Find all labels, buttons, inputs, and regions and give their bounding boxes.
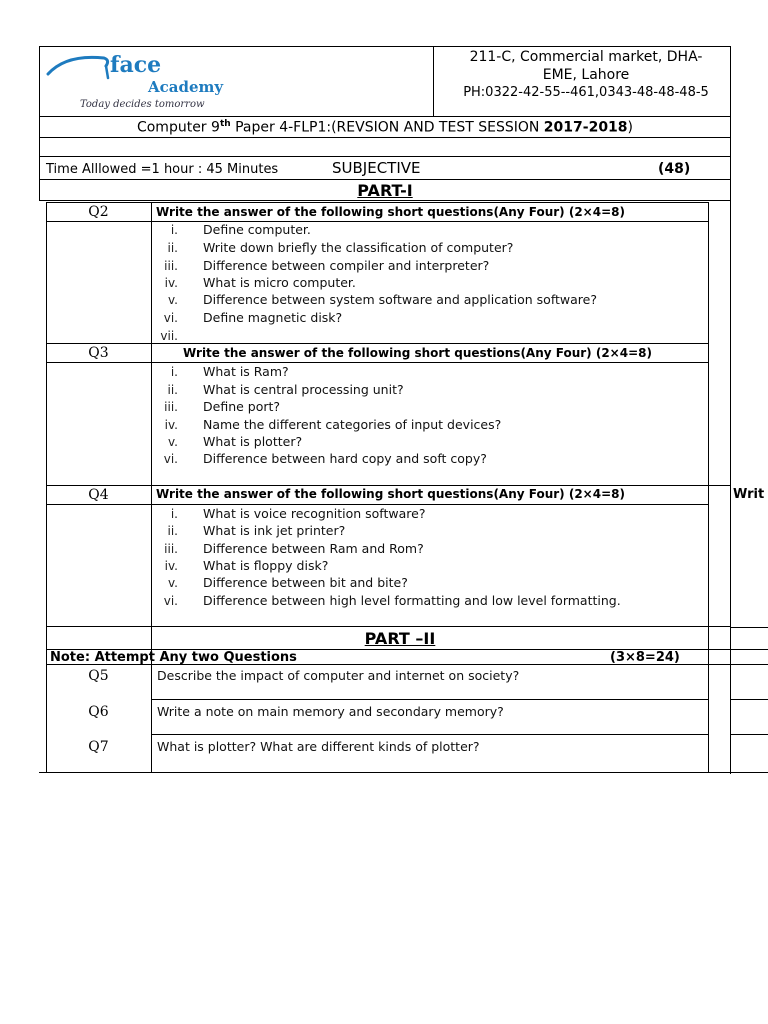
item-text: What is central processing unit?: [203, 382, 404, 397]
item-text: Difference between bit and bite?: [203, 575, 408, 590]
item-text: Difference between Ram and Rom?: [203, 541, 424, 556]
item-text: Name the different categories of input devices?: [203, 417, 502, 432]
item-number: vii.: [160, 329, 178, 343]
item-number: ii.: [167, 383, 178, 397]
item-text: Difference between high level formatting and low level formatting.: [203, 593, 621, 608]
phone-number: PH:0322-42-55--461,0343-48-48-48-5: [463, 85, 709, 100]
question-instruction: Write the answer of the following short questions(Any Four) (2×4=8): [156, 205, 625, 219]
question-instruction: Write the answer of the following short questions(Any Four) (2×4=8): [183, 346, 652, 360]
time-allowed: Time Alllowed =1 hour : 45 Minutes: [46, 162, 279, 177]
item-text: What is floppy disk?: [203, 558, 329, 573]
item-text: Difference between compiler and interpreter?: [203, 258, 490, 273]
title-close: ): [627, 119, 634, 136]
item-text: Write down briefly the classification of computer?: [203, 240, 514, 255]
item-number: v.: [168, 576, 178, 590]
address-line-2: EME, Lahore: [542, 67, 630, 83]
item-text: Difference between hard copy and soft copy?: [203, 451, 487, 466]
item-number: i.: [170, 507, 178, 521]
paper-title: [40, 119, 730, 136]
total-marks: (48): [658, 161, 691, 177]
title-subject: Computer 9: [136, 119, 220, 136]
overflow-text: Writ: [733, 487, 765, 502]
question-label: Q4: [88, 487, 109, 503]
item-text: Difference between system software and application software?: [203, 292, 597, 307]
item-text: What is voice recognition software?: [203, 506, 426, 521]
item-number: i.: [170, 365, 178, 379]
part-2-heading: PART –II: [364, 629, 436, 648]
title-session: Paper 4-FLP1:(REVSION AND TEST SESSION: [230, 119, 544, 136]
item-text: Define port?: [203, 399, 281, 414]
item-number: iv.: [164, 418, 178, 432]
item-number: iii.: [164, 542, 178, 556]
item-text: What is plotter?: [203, 434, 303, 449]
item-number: iv.: [164, 559, 178, 573]
logo-name: face: [110, 52, 162, 78]
item-number: v.: [168, 435, 178, 449]
item-number: iii.: [164, 259, 178, 273]
item-number: vi.: [163, 452, 178, 466]
question-instruction: Write the answer of the following short questions(Any Four) (2×4=8): [156, 487, 625, 501]
question-text: Write a note on main memory and secondary memory?: [157, 704, 504, 719]
question-label: Q7: [88, 739, 109, 755]
item-text: Define computer.: [203, 222, 311, 237]
item-text: Define magnetic disk?: [203, 310, 343, 325]
part-2-note: Note: Attempt Any two Questions: [50, 650, 297, 665]
question-label: Q2: [88, 204, 109, 220]
item-number: vi.: [163, 311, 178, 325]
title-sup: th: [219, 119, 231, 129]
logo-subtitle: Academy: [148, 78, 224, 96]
question-label: Q6: [88, 704, 109, 720]
item-text: What is ink jet printer?: [203, 523, 346, 538]
part-1-heading: PART-I: [357, 181, 413, 200]
question-label: Q5: [88, 668, 109, 684]
item-number: ii.: [167, 524, 178, 538]
question-text: Describe the impact of computer and internet on society?: [157, 668, 520, 683]
logo-tagline: Today decides tomorrow: [80, 99, 205, 110]
item-number: i.: [170, 223, 178, 237]
item-number: vi.: [163, 594, 178, 608]
title-year: 2017-2018: [543, 119, 628, 136]
logo-swoosh-icon: [46, 52, 116, 82]
item-text: What is Ram?: [203, 364, 289, 379]
question-text: What is plotter? What are different kinds of plotter?: [157, 739, 480, 754]
item-number: iii.: [164, 400, 178, 414]
item-number: iv.: [164, 276, 178, 290]
item-text: What is micro computer.: [203, 275, 356, 290]
part-2-marks: (3×8=24): [610, 650, 680, 665]
subjective-label: SUBJECTIVE: [332, 159, 421, 177]
item-number: v.: [168, 293, 178, 307]
item-number: ii.: [167, 241, 178, 255]
question-label: Q3: [88, 345, 109, 361]
address-line-1: 211-C, Commercial market, DHA-: [469, 49, 703, 65]
